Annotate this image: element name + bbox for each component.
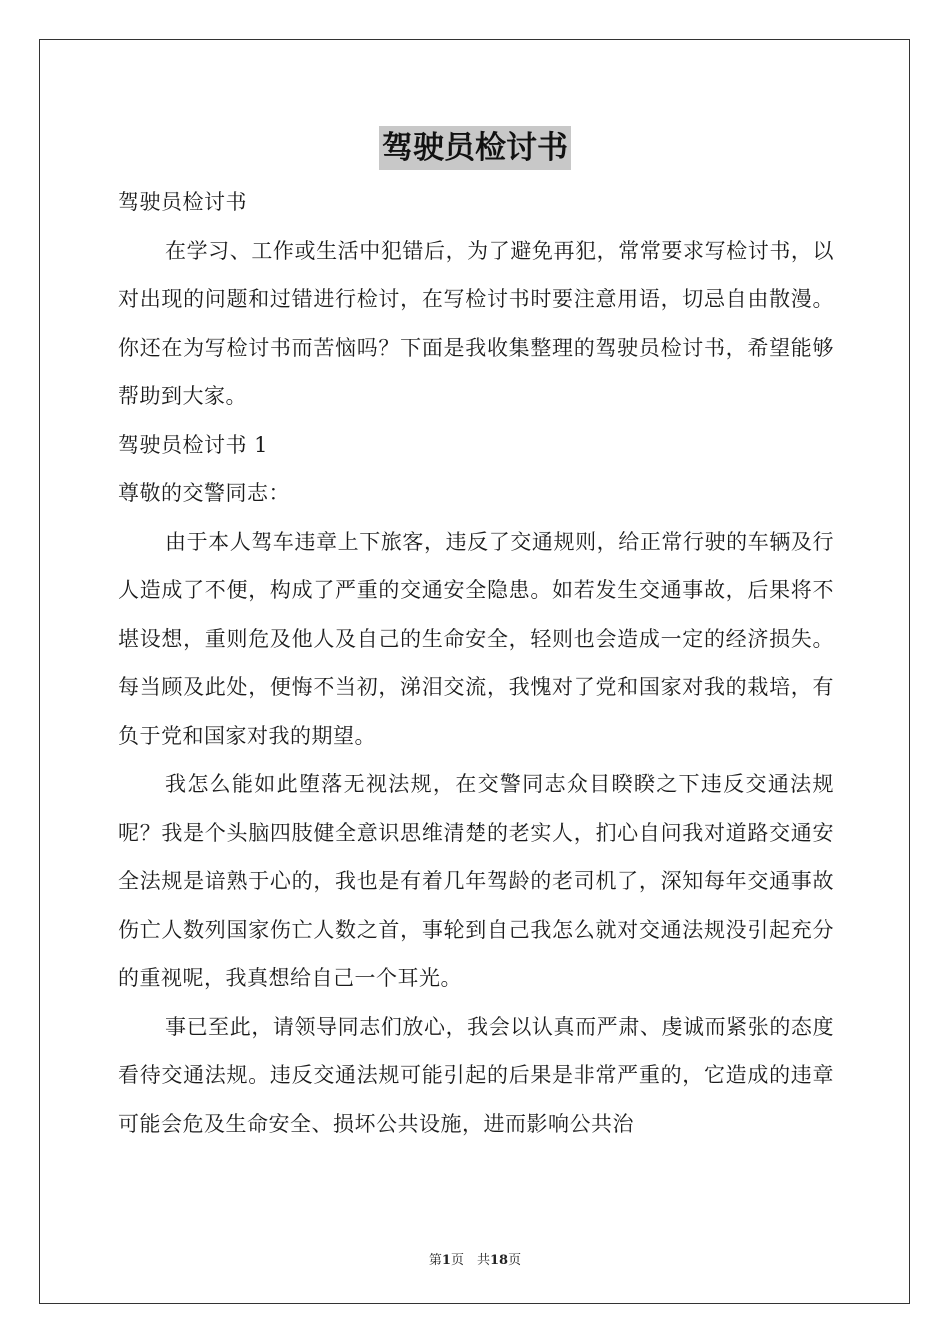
page-prefix: 第 <box>428 1253 442 1268</box>
body-paragraph-2: 我怎么能如此堕落无视法规，在交警同志众目睽睽之下违反交通法规呢？我是个头脑四肢健全意识思维清楚的老实人，扪心自问我对道路交通安全法规是谙熟于心的，我也是有着几年驾龄的老司机了，深知每年交通事故伤亡人数列国家伤亡人数之首，事轮到自己我怎么就对交通法规没引起充分的重视呢，我真想给自己一个耳光。 <box>118 772 834 990</box>
section-heading: 驾驶员检讨书 1 <box>118 432 269 457</box>
page-total: 18 <box>489 1253 509 1268</box>
title-container <box>0 126 950 170</box>
body-paragraph-1: 由于本人驾车违章上下旅客，违反了交通规则，给正常行驶的车辆及行人造成了不便，构成了严重的交通安全隐患。如若发生交通事故，后果将不堪设想，重则危及他人及自己的生命安全，轻则也会造成一定的经济损失。每当顾及此处，便悔不当初，涕泪交流，我愧对了党和国家对我的栽培，有负于党和国家对我的期望。 <box>118 529 834 748</box>
document-title: 驾驶员检讨书 <box>379 126 571 170</box>
document-body <box>118 178 834 1148</box>
page-mid: 页 共 <box>450 1253 490 1268</box>
body-paragraph-3: 事已至此，请领导同志们放心，我会以认真而严肃、虔诚而紧张的态度看待交通法规。违反交通法规可能引起的后果是非常严重的，它造成的违章可能会危及生命安全、损坏公共设施，进而影响公共治 <box>118 1014 834 1136</box>
salutation: 尊敬的交警同志： <box>118 481 290 505</box>
page-footer <box>0 1249 950 1268</box>
intro-paragraph: 在学习、工作或生活中犯错后，为了避免再犯，常常要求写检讨书，以对出现的问题和过错进行检讨，在写检讨书时要注意用语，切忌自由散漫。你还在为写检讨书而苦恼吗？下面是我收集整理的驾驶员检讨书，希望能够帮助到大家。 <box>118 238 834 408</box>
document-subtitle: 驾驶员检讨书 <box>118 190 247 214</box>
page-current: 1 <box>441 1253 451 1268</box>
page-suffix: 页 <box>508 1253 522 1268</box>
